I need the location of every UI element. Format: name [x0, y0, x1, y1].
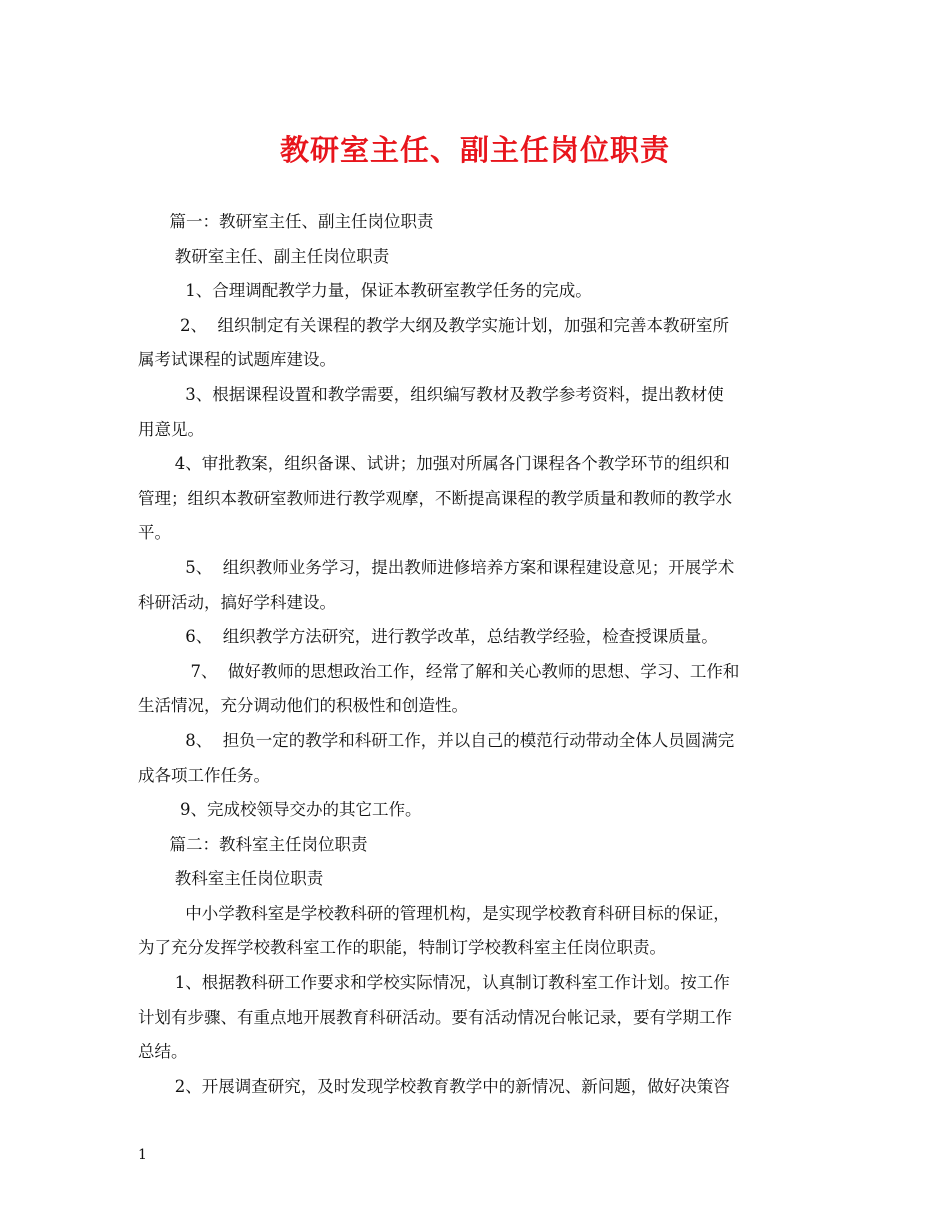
text-line: 生活情况，充分调动他们的积极性和创造性。 — [138, 696, 468, 716]
text-line: 属考试课程的试题库建设。 — [138, 350, 336, 370]
text-line: 管理；组织本教研室教师进行教学观摩，不断提高课程的教学质量和教师的教学水 — [138, 488, 732, 508]
text-line: 4、审批教案，组织备课、试讲；加强对所属各门课程各个教学环节的组织和 — [138, 454, 730, 474]
text-line: 中小学教科室是学校教科研的管理机构，是实现学校教育科研目标的保证， — [138, 903, 730, 923]
text-line: 2、开展调查研究，及时发现学校教育教学中的新情况、新问题，做好决策咨 — [138, 1076, 730, 1096]
text-line: 平。 — [138, 523, 171, 543]
text-line: 8、 担负一定的教学和科研工作，并以自己的模范行动带动全体人员圆满完 — [138, 730, 735, 750]
text-line: 成各项工作任务。 — [138, 765, 270, 785]
text-line: 科研活动，搞好学科建设。 — [138, 592, 336, 612]
text-line: 6、 组织教学方法研究，进行教学改革，总结教学经验，检查授课质量。 — [138, 627, 718, 647]
text-line: 篇一：教研室主任、副主任岗位职责 — [138, 212, 434, 231]
text-line: 为了充分发挥学校教科室工作的职能，特制订学校教科室主任岗位职责。 — [138, 938, 666, 958]
page-title: 教研室主任、副主任岗位职责 — [279, 133, 670, 167]
text-line: 9、完成校领导交办的其它工作。 — [138, 800, 422, 820]
text-line: 总结。 — [138, 1042, 188, 1062]
text-line: 2、 组织制定有关课程的教学大纲及教学实施计划，加强和完善本教研室所 — [138, 315, 729, 335]
text-line: 3、根据课程设置和教学需要，组织编写教材及教学参考资料，提出教材使 — [138, 384, 724, 404]
page-number: 1 — [138, 1147, 147, 1163]
text-line: 教科室主任岗位职责 — [138, 869, 324, 889]
text-line: 1、根据教科研工作要求和学校实际情况，认真制订教科室工作计划。按工作 — [138, 973, 730, 993]
body-text — [138, 205, 814, 1104]
text-line: 篇二：教科室主任岗位职责 — [138, 834, 368, 854]
text-line: 5、 组织教师业务学习，提出教师进修培养方案和课程建设意见；开展学术 — [138, 557, 735, 577]
text-line: 用意见。 — [138, 419, 204, 439]
text-line: 教研室主任、副主任岗位职责 — [138, 246, 390, 266]
text-line: 计划有步骤、有重点地开展教育科研活动。要有活动情况台帐记录，要有学期工作 — [138, 1007, 732, 1027]
text-line: 1、合理调配教学力量，保证本教研室教学任务的完成。 — [138, 281, 592, 301]
text-line: 7、 做好教师的思想政治工作，经常了解和关心教师的思想、学习、工作和 — [138, 661, 740, 681]
